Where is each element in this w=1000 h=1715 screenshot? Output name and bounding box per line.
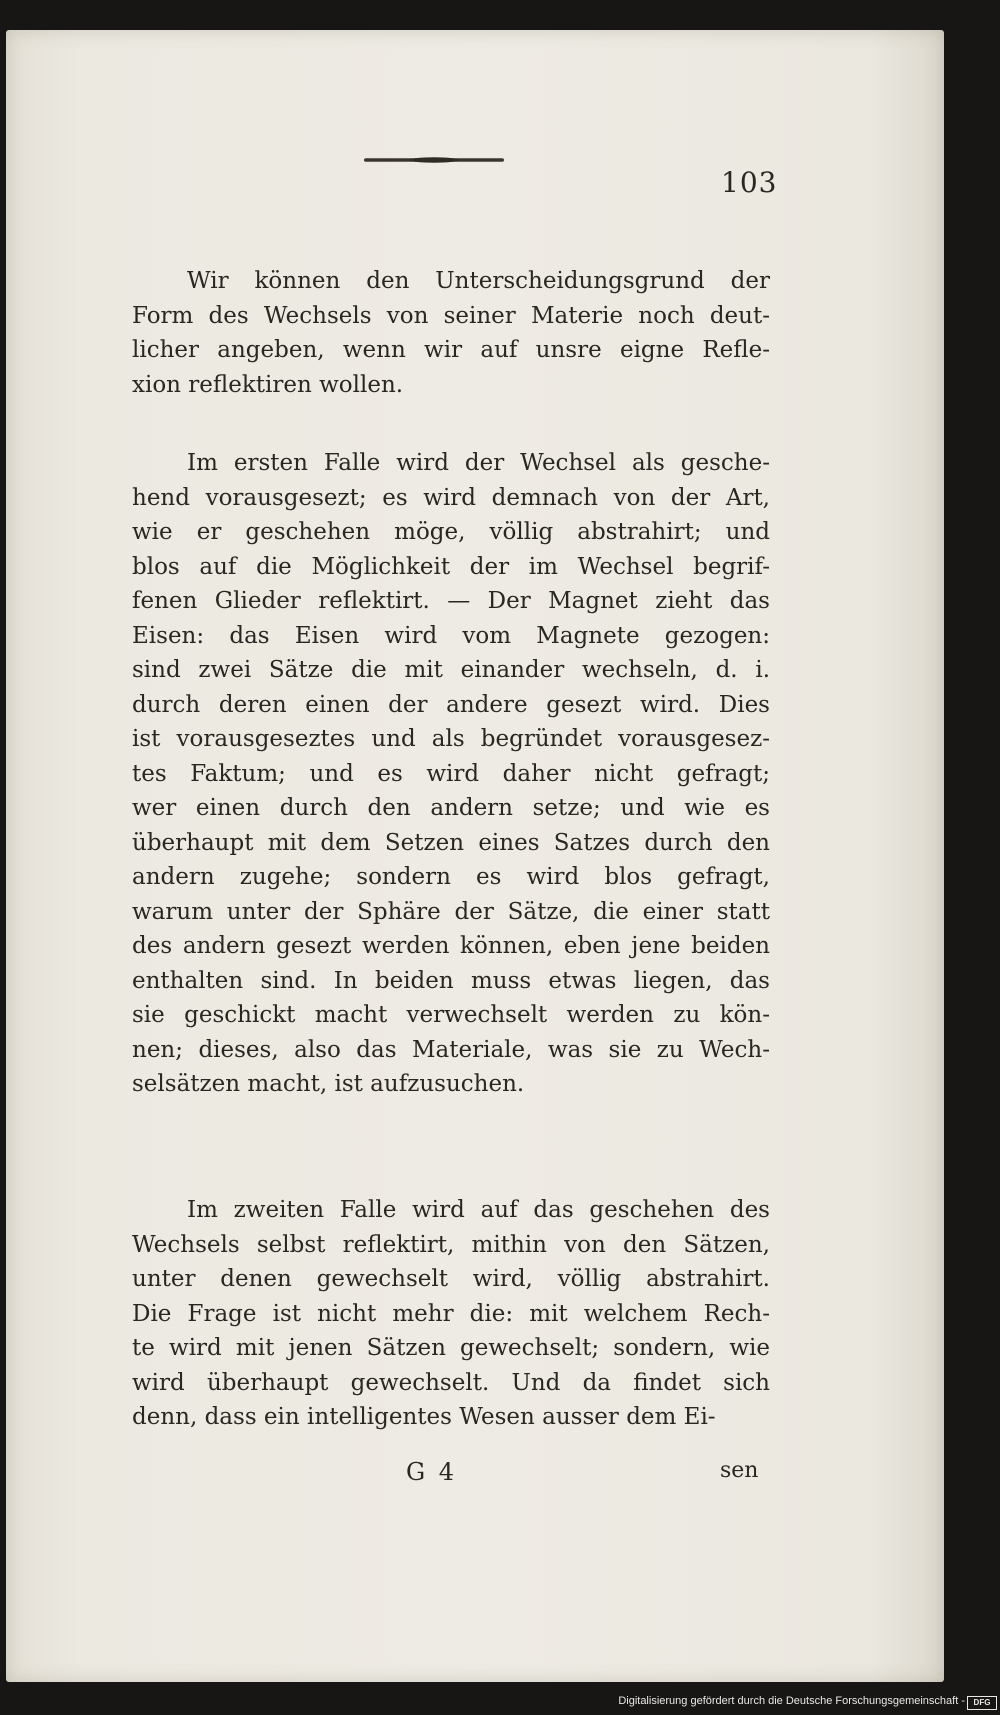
text-line: Die Frage ist nicht mehr die: mit welchem Rech- — [132, 1300, 770, 1327]
digitization-attribution: Digitalisierung gefördert durch die Deutsche Forschungsgemeinschaft - — [618, 1695, 965, 1707]
text-line: Im ersten Falle wird der Wechsel als gesche- — [187, 450, 770, 476]
text-line: wie er geschehen möge, völlig abstrahirt; und — [132, 519, 770, 545]
text-line: wird überhaupt gewechselt. Und da findet sich — [132, 1369, 770, 1396]
text-line: warum unter der Sphäre der Sätze, die einer statt — [132, 898, 770, 925]
header-ornament-rule — [364, 158, 504, 162]
text-line: andern zugehe; sondern es wird blos gefragt, — [132, 864, 770, 890]
text-line: sind zwei Sätze die mit einander wechseln, d. i. — [132, 657, 770, 683]
text-line: nen; dieses, also das Materiale, was sie zu Wech- — [132, 1036, 770, 1063]
text-line: blos auf die Möglichkeit der im Wechsel begrif- — [132, 553, 770, 580]
text-line: Eisen: das Eisen wird vom Magnete gezogen: — [132, 622, 770, 649]
dfg-logo: DFG — [967, 1696, 997, 1710]
text-line: licher angeben, wenn wir auf unsre eigne Refle- — [132, 337, 770, 363]
text-line: te wird mit jenen Sätzen gewechselt; sondern, wie — [132, 1335, 770, 1361]
signature-mark: G 4 — [406, 1458, 458, 1486]
text-line: selsätzen macht, ist aufzusuchen. — [132, 1071, 525, 1097]
text-line: durch deren einen der andere gesezt wird. Dies — [132, 691, 770, 718]
text-line: xion reflektiren wollen. — [132, 371, 404, 398]
paragraph-3 — [132, 1193, 770, 1435]
paragraph-2 — [132, 446, 770, 1102]
text-line: Wechsels selbst reflektirt, mithin von den Sätzen, — [132, 1231, 770, 1258]
text-line: fenen Glieder reflektirt. — Der Magnet zieht das — [132, 588, 770, 614]
text-line: hend vorausgesezt; es wird demnach von der Art, — [132, 484, 770, 511]
page-number: 103 — [721, 166, 778, 199]
text-line: denn, dass ein intelligentes Wesen ausser dem Ei- — [132, 1404, 716, 1430]
text-line: Im zweiten Falle wird auf das geschehen des — [187, 1197, 770, 1223]
text-line: des andern gesezt werden können, eben jene beiden — [132, 933, 770, 959]
book-page — [6, 30, 944, 1682]
text-line: wer einen durch den andern setze; und wie es — [132, 795, 770, 821]
paragraph-1 — [132, 264, 770, 402]
text-line: unter denen gewechselt wird, völlig abstrahirt. — [132, 1266, 770, 1292]
text-line: überhaupt mit dem Setzen eines Satzes durch den — [132, 829, 770, 856]
text-line: Form des Wechsels von seiner Materie noch deut- — [132, 302, 770, 329]
text-line: enthalten sind. In beiden muss etwas liegen, das — [132, 967, 770, 994]
text-line: tes Faktum; und es wird daher nicht gefragt; — [132, 760, 770, 787]
text-line: Wir können den Unterscheidungsgrund der — [187, 268, 770, 294]
catchword: sen — [720, 1458, 759, 1483]
text-line: sie geschickt macht verwechselt werden zu kön- — [132, 1002, 770, 1028]
text-line: ist vorausgeseztes und als begründet vorausgesez- — [132, 726, 770, 752]
